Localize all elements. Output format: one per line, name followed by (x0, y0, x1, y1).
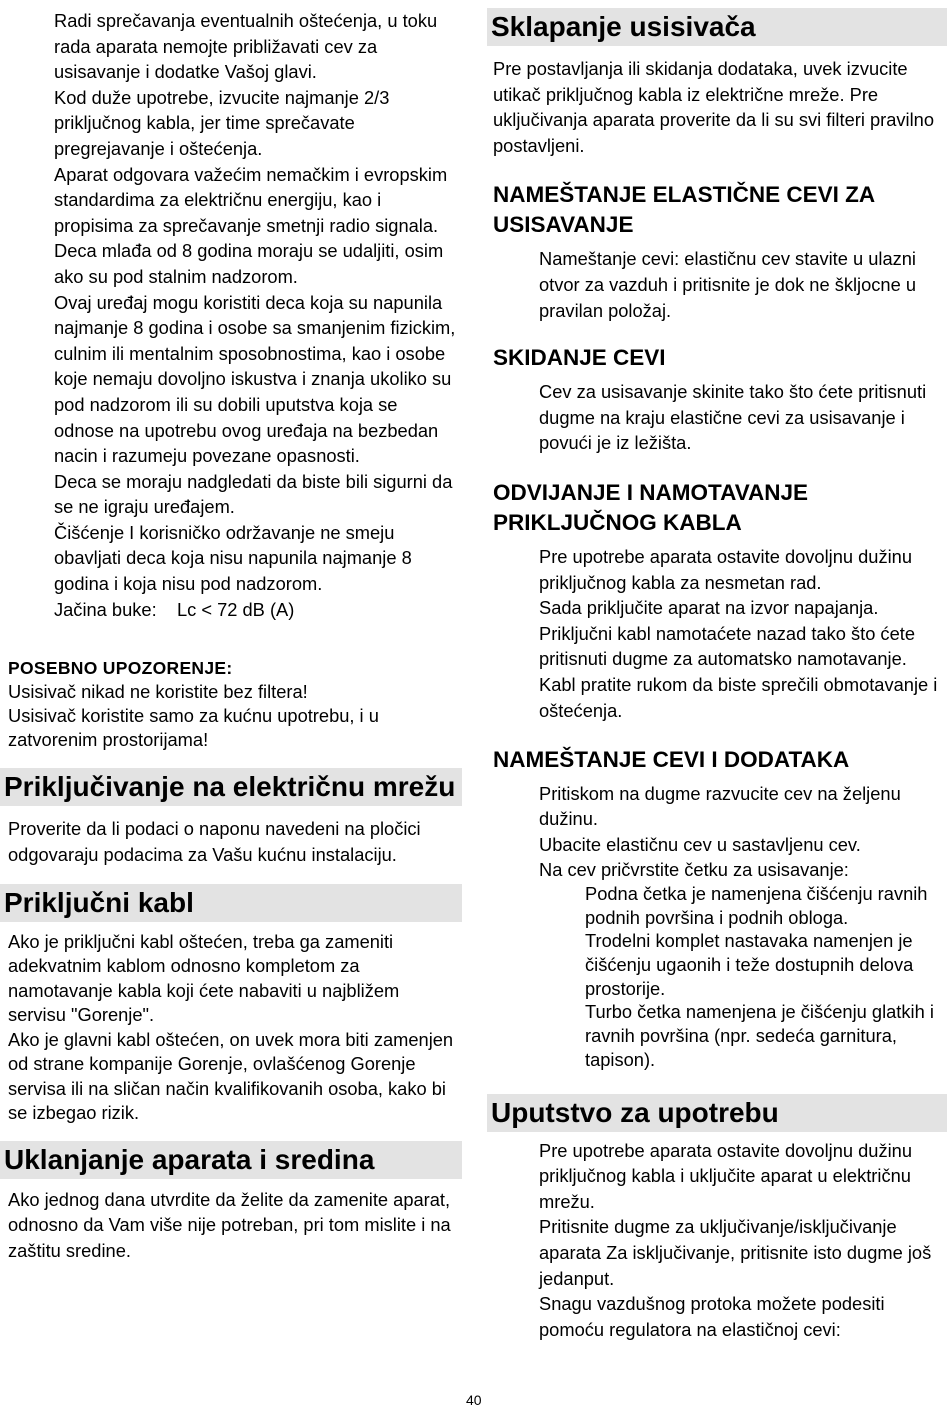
subsection-heading: NAMEŠTANJE ELASTIČNE CEVI ZA USISAVANJE (493, 182, 875, 238)
special-warning (0, 656, 462, 751)
brush-list (585, 882, 947, 1072)
section-text: Snagu vazdušnog protoka možete podesiti pomoću regulatora na elastičnoj cevi: (539, 1293, 885, 1340)
safety-paragraph: Radi sprečavanja eventualnih oštećenja, u toku rada aparata nemojte približavati cev za usisavanje i dodatke Vašoj glavi. (54, 10, 438, 83)
section-heading: Priključni kabl (0, 884, 462, 922)
section-assembly (487, 8, 947, 158)
section-text: Ako jednog dana utvrdite da želite da zamenite aparat, odnosno da Vam više nije potreban, pri tom mislite i na zaštitu sredine. (8, 1188, 451, 1261)
warning-title: POSEBNO UPOZORENJE: (8, 658, 233, 679)
subsection-text: Ubacite elastičnu cev u sastavljenu cev. (539, 833, 861, 855)
section-text: Pritisnite dugme za uključivanje/isključivanje aparata Za isključivanje, pritisnite isto dugme još jedanput. (539, 1216, 932, 1289)
subsection-text: Na cev pričvrstite četku za usisavanje: (539, 858, 849, 880)
safety-paragraph: Čišćenje I korisničko održavanje ne smeju obavljati deca koja nisu napunila najmanje 8 godina i koja nisu pod nadzorom. (54, 521, 412, 595)
brush-item: Trodelni komplet nastavaka namenjen je čišćenju ugaonih i teže dostupnih delova prostorije. (585, 930, 914, 999)
subsection-text: Sada priključite aparat na izvor napajanja. (539, 597, 879, 619)
brush-item: Turbo četka namenjena je čišćenju glatkih i ravnih površina (npr. sedeća garnitura, tapison). (585, 1001, 934, 1070)
safety-paragraph: Deca mlađa od 8 godina moraju se udaljiti, osim ako su pod stalnim nadzorom. (54, 240, 444, 287)
section-disposal (0, 1141, 462, 1264)
page-number: 40 (466, 1392, 482, 1408)
left-column (0, 0, 462, 1263)
section-text: Ako je glavni kabl oštećen, on uvek mora biti zamenjen od strane kompanije Gorenje, ovlašćenog Gorenje servisa ili na sličan način kvalifikovanih osoba, kako bi se izbegao rizik. (8, 1028, 454, 1124)
section-heading: Uputstvo za upotrebu (487, 1094, 947, 1132)
safety-paragraph: Ovaj uređaj mogu koristiti deca koja su napunila najmanje 8 godina i osobe sa smanjenim fizickim, culnim ili mentalnim sposobnostima, kao i osobe koje nemaju dovoljno iskustva i znanja ukoliko su pod nadzorom ili su dobili uputstva koja se odnose na upotrebu ovog uređaja na bezbedan nacin i razumeju povezane opasnosti. (54, 291, 456, 467)
section-text: Pre upotrebe aparata ostavite dovoljnu dužinu priključnog kabla i uključite aparat u električnu mrežu. (539, 1139, 912, 1212)
section-text: Ako je priključni kabl oštećen, treba ga zameniti adekvatnim kablom odnosno kompletom za namotavanje kabla koji ćete nabaviti u najbližem servisu "Gorenje". (8, 930, 400, 1026)
subsection-remove (487, 343, 947, 456)
subsection-text: Pritiskom na dugme razvucite cev na željenu dužinu. (539, 783, 901, 830)
subsection-hose (487, 180, 947, 323)
noise-level: Jačina buke: Lc < 72 dB (A) (54, 598, 295, 620)
section-cable (0, 884, 462, 1126)
subsection-text: Priključni kabl namotaćete nazad tako što ćete pritisnuti dugme za automatsko namotavanje. Kabl pratite rukom da biste sprečili obmotavanje i oštećenja. (539, 622, 938, 721)
right-column (487, 0, 947, 1342)
subsection-text: Cev za usisavanje skinite tako što ćete pritisnuti dugme na kraju elastične cevi za usisavanje i povući je iz ležišta. (539, 381, 927, 454)
subsection-accessories (487, 745, 947, 1071)
subsection-heading: SKIDANJE CEVI (493, 345, 666, 371)
subsection-heading: NAMEŠTANJE CEVI I DODATAKA (493, 747, 850, 773)
subsection-cable (487, 478, 947, 723)
section-usage (487, 1094, 947, 1343)
subsection-text: Pre upotrebe aparata ostavite dovoljnu dužinu priključnog kabla za nesmetan rad. (539, 545, 912, 593)
section-heading: Priključivanje na električnu mrežu (0, 768, 462, 806)
warning-line: Usisivač nikad ne koristite bez filtera! (8, 681, 308, 703)
safety-instructions (54, 8, 462, 622)
safety-paragraph: Kod duže upotrebe, izvucite najmanje 2/3 priključnog kabla, jer time sprečavate pregrejavanje i oštećenja. (54, 86, 390, 159)
subsection-heading: ODVIJANJE I NAMOTAVANJE PRIKLJUČNOG KABLA (493, 479, 809, 535)
warning-line: Usisivač koristite samo za kućnu upotrebu, i u zatvorenim prostorijama! (8, 704, 379, 750)
section-power (0, 768, 462, 867)
section-text: Proverite da li podaci o naponu navedeni na pločici odgovaraju podacima za Vašu kućnu instalaciju. (8, 818, 421, 865)
safety-paragraph: Aparat odgovara važećim nemačkim i evropskim standardima za električnu energiju, kao i propisima za sprečavanje smetnji radio signala. (54, 163, 448, 236)
subsection-text: Nameštanje cevi: elastičnu cev stavite u ulazni otvor za vazduh i pritisnite je dok ne škljocne u pravilan položaj. (539, 248, 916, 321)
brush-item: Podna četka je namenjena čišćenju ravnih podnih površina i podnih obloga. (585, 882, 928, 928)
section-text: Pre postavljanja ili skidanja dodataka, uvek izvucite utikač priključnog kabla iz električne mreže. Pre uključivanja aparata proverite da li su svi filteri pravilno postavljeni. (493, 58, 934, 156)
section-heading: Uklanjanje aparata i sredina (0, 1141, 462, 1179)
section-heading: Sklapanje usisivača (487, 8, 947, 46)
safety-paragraph: Deca se moraju nadgledati da biste bili sigurni da se ne igraju uređajem. (54, 470, 453, 518)
